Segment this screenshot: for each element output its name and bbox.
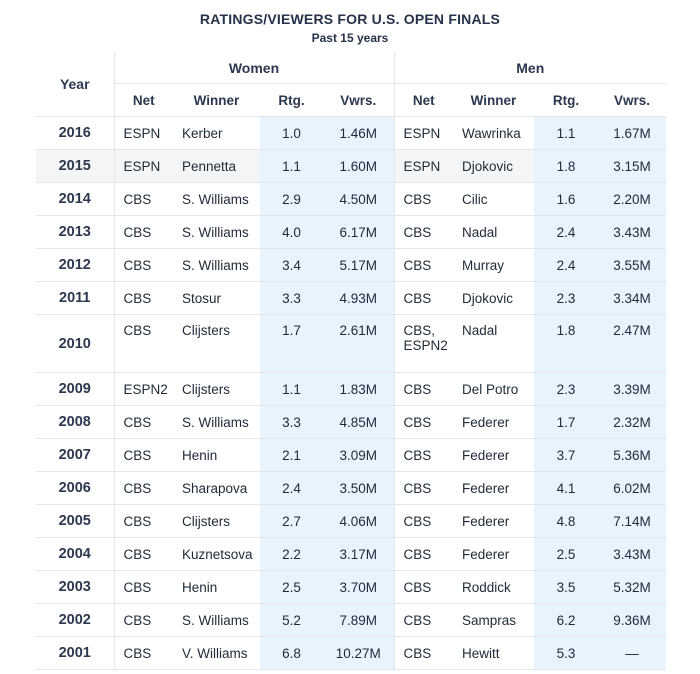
men-rtg-cell: 1.1 [534,117,598,150]
year-cell: 2010 [36,315,114,373]
table-body [36,117,666,670]
women-net-cell: CBS [114,315,173,373]
women-vwrs-cell: 1.60M [323,150,394,183]
men-winner-cell: Federer [453,472,534,505]
men-rtg-cell: 2.4 [534,249,598,282]
women-rtg-cell: 1.0 [260,117,323,150]
year-cell: 2015 [36,150,114,183]
men-net-cell: CBS [394,249,453,282]
women-net-cell: CBS [114,472,173,505]
women-vwrs-cell: 10.27M [323,637,394,670]
women-winner-cell: Kerber [173,117,260,150]
women-vwrs-cell: 3.09M [323,439,394,472]
women-rtg-cell: 2.4 [260,472,323,505]
women-rtg-cell: 2.7 [260,505,323,538]
men-vwrs-cell: 3.55M [598,249,666,282]
men-winner-cell: Hewitt [453,637,534,670]
women-winner-cell: Henin [173,571,260,604]
women-vwrs-cell: 4.50M [323,183,394,216]
table-row [36,538,666,571]
women-winner-header: Winner [173,84,260,117]
men-vwrs-cell: 3.34M [598,282,666,315]
year-cell: 2005 [36,505,114,538]
table-row [36,282,666,315]
women-net-cell: CBS [114,505,173,538]
men-winner-cell: Federer [453,505,534,538]
women-vwrs-cell: 5.17M [323,249,394,282]
men-net-header: Net [394,84,453,117]
women-rtg-cell: 2.5 [260,571,323,604]
year-cell: 2013 [36,216,114,249]
men-rtg-cell: 5.3 [534,637,598,670]
women-net-cell: CBS [114,604,173,637]
year-cell: 2006 [36,472,114,505]
men-winner-cell: Roddick [453,571,534,604]
year-cell: 2001 [36,637,114,670]
women-winner-cell: Kuznetsova [173,538,260,571]
women-winner-cell: S. Williams [173,216,260,249]
women-group-header: Women [114,52,394,84]
men-winner-cell: Federer [453,439,534,472]
men-rtg-cell: 4.8 [534,505,598,538]
table-row [36,637,666,670]
men-rtg-header: Rtg. [534,84,598,117]
women-rtg-cell: 5.2 [260,604,323,637]
men-net-cell: CBS [394,183,453,216]
year-cell: 2011 [36,282,114,315]
women-winner-cell: Clijsters [173,505,260,538]
men-winner-cell: Djokovic [453,150,534,183]
women-net-cell: CBS [114,282,173,315]
women-rtg-cell: 2.2 [260,538,323,571]
men-rtg-cell: 6.2 [534,604,598,637]
men-winner-cell: Sampras [453,604,534,637]
women-vwrs-cell: 4.93M [323,282,394,315]
women-net-cell: CBS [114,439,173,472]
year-cell: 2003 [36,571,114,604]
men-rtg-cell: 2.3 [534,282,598,315]
men-vwrs-cell: 3.39M [598,373,666,406]
men-rtg-cell: 3.7 [534,439,598,472]
men-vwrs-cell: — [598,637,666,670]
men-vwrs-cell: 2.47M [598,315,666,373]
women-vwrs-cell: 6.17M [323,216,394,249]
women-net-cell: CBS [114,571,173,604]
women-vwrs-cell: 3.17M [323,538,394,571]
men-vwrs-cell: 2.20M [598,183,666,216]
men-winner-header: Winner [453,84,534,117]
men-rtg-cell: 2.5 [534,538,598,571]
men-rtg-cell: 1.7 [534,406,598,439]
men-winner-cell: Federer [453,406,534,439]
men-net-cell: CBS [394,282,453,315]
women-winner-cell: Henin [173,439,260,472]
women-vwrs-cell: 3.50M [323,472,394,505]
table-row [36,249,666,282]
men-vwrs-cell: 6.02M [598,472,666,505]
women-rtg-cell: 2.9 [260,183,323,216]
men-winner-cell: Del Potro [453,373,534,406]
table-row [36,183,666,216]
women-vwrs-cell: 4.06M [323,505,394,538]
women-winner-cell: V. Williams [173,637,260,670]
women-winner-cell: Sharapova [173,472,260,505]
men-net-cell: CBS [394,373,453,406]
women-rtg-cell: 2.1 [260,439,323,472]
year-cell: 2007 [36,439,114,472]
women-winner-cell: Clijsters [173,315,260,373]
year-cell: 2014 [36,183,114,216]
men-net-cell: CBS [394,472,453,505]
year-cell: 2002 [36,604,114,637]
net-line: CBS, [403,323,436,338]
table-row [36,604,666,637]
table-row [36,216,666,249]
women-winner-cell: S. Williams [173,249,260,282]
women-winner-cell: S. Williams [173,604,260,637]
women-winner-cell: Stosur [173,282,260,315]
men-winner-cell: Nadal [453,216,534,249]
men-net-cell: CBS [394,538,453,571]
table-row [36,571,666,604]
women-net-header: Net [114,84,173,117]
women-vwrs-cell: 3.70M [323,571,394,604]
table-row [36,439,666,472]
women-rtg-cell: 1.7 [260,315,323,373]
women-winner-cell: S. Williams [173,406,260,439]
men-vwrs-cell: 9.36M [598,604,666,637]
women-vwrs-cell: 4.85M [323,406,394,439]
year-cell: 2012 [36,249,114,282]
men-net-cell: ESPN [394,150,453,183]
year-header: Year [36,52,114,117]
men-rtg-cell: 1.8 [534,150,598,183]
table-row [36,505,666,538]
men-vwrs-cell: 3.43M [598,216,666,249]
year-cell: 2004 [36,538,114,571]
table-row [36,117,666,150]
women-net-cell: CBS [114,216,173,249]
men-vwrs-cell: 2.32M [598,406,666,439]
women-rtg-cell: 1.1 [260,150,323,183]
women-net-cell: CBS [114,406,173,439]
men-net-cell: CBS [394,216,453,249]
men-vwrs-cell: 3.15M [598,150,666,183]
men-winner-cell: Nadal [453,315,534,373]
men-vwrs-cell: 1.67M [598,117,666,150]
women-vwrs-cell: 1.83M [323,373,394,406]
women-rtg-header: Rtg. [260,84,323,117]
table-row [36,406,666,439]
women-rtg-cell: 6.8 [260,637,323,670]
women-rtg-cell: 3.3 [260,406,323,439]
women-net-cell: ESPN [114,117,173,150]
men-winner-cell: Wawrinka [453,117,534,150]
men-rtg-cell: 3.5 [534,571,598,604]
women-vwrs-cell: 1.46M [323,117,394,150]
table-row [36,472,666,505]
men-net-cell: CBS [394,505,453,538]
men-net-cell: CBS [394,571,453,604]
year-cell: 2008 [36,406,114,439]
men-net-cell [394,315,453,373]
women-winner-cell: S. Williams [173,183,260,216]
women-winner-cell: Pennetta [173,150,260,183]
women-net-cell: CBS [114,637,173,670]
men-vwrs-cell: 5.32M [598,571,666,604]
women-net-cell: CBS [114,538,173,571]
table-row [36,373,666,406]
men-net-cell: CBS [394,406,453,439]
women-rtg-cell: 3.3 [260,282,323,315]
men-net-cell: CBS [394,637,453,670]
table-title: RATINGS/VIEWERS FOR U.S. OPEN FINALS [199,11,501,27]
ratings-table [36,52,666,670]
women-vwrs-cell: 7.89M [323,604,394,637]
table-subtitle: Past 15 years [311,31,389,45]
women-net-cell: CBS [114,249,173,282]
men-net-cell: CBS [394,439,453,472]
men-winner-cell: Cilic [453,183,534,216]
men-rtg-cell: 2.3 [534,373,598,406]
year-cell: 2009 [36,373,114,406]
women-vwrs-header: Vwrs. [323,84,394,117]
men-winner-cell: Djokovic [453,282,534,315]
table-row [36,315,666,373]
women-rtg-cell: 1.1 [260,373,323,406]
men-vwrs-header: Vwrs. [598,84,666,117]
men-vwrs-cell: 5.36M [598,439,666,472]
women-rtg-cell: 3.4 [260,249,323,282]
men-rtg-cell: 2.4 [534,216,598,249]
women-rtg-cell: 4.0 [260,216,323,249]
women-winner-cell: Clijsters [173,373,260,406]
net-line: ESPN2 [403,338,448,353]
men-group-header: Men [394,52,666,84]
women-vwrs-cell: 2.61M [323,315,394,373]
men-net-cell: CBS [394,604,453,637]
men-winner-cell: Murray [453,249,534,282]
men-vwrs-cell: 3.43M [598,538,666,571]
men-winner-cell: Federer [453,538,534,571]
table-row [36,150,666,183]
women-net-cell: ESPN [114,150,173,183]
men-net-cell: ESPN [394,117,453,150]
year-cell: 2016 [36,117,114,150]
men-vwrs-cell: 7.14M [598,505,666,538]
women-net-cell: ESPN2 [114,373,173,406]
men-rtg-cell: 1.8 [534,315,598,373]
men-rtg-cell: 4.1 [534,472,598,505]
men-rtg-cell: 1.6 [534,183,598,216]
women-net-cell: CBS [114,183,173,216]
